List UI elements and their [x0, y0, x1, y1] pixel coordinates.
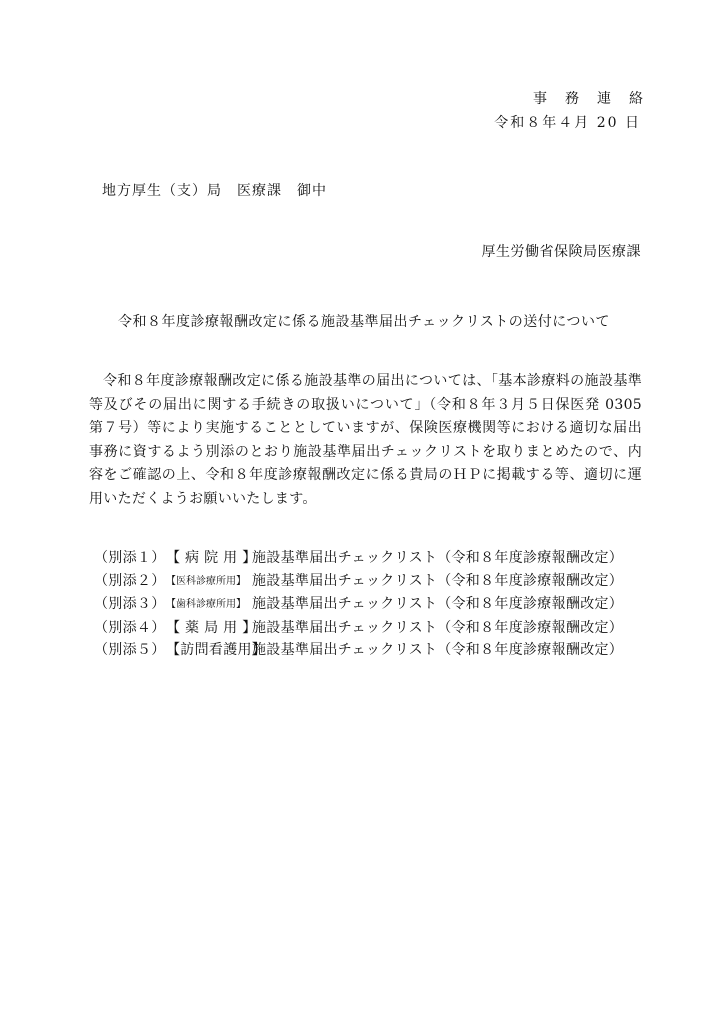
attachment-list — [94, 547, 654, 662]
subject-line: 令和８年度診療報酬改定に係る施設基準届出チェックリストの送付について — [118, 314, 611, 330]
attachment-item — [94, 570, 654, 594]
attachment-number: （別添４） — [94, 619, 166, 636]
body-paragraph: 令和８年度診療報酬改定に係る施設基準の届出については、「基本診療料の施設基準等及びその届出に関する手続きの取扱いについて」（令和８年３月５日保医発 0305 第７号）等により実施することとしていますが、保険医療機関等における適切な届出事務に資するよう別添のとおり施設基準届出チェックリストを取りまとめたので、内容をご確認の上、令和８年度診療報酬改定に係る貴局のＨＰに掲載する等、適切に運用いただくようお願いいたします。 — [89, 373, 642, 507]
attachment-category: 【訪問看護用】 — [166, 642, 267, 658]
attachment-category: 【 病 院 用 】 — [166, 550, 257, 566]
attachment-title: 施設基準届出チェックリスト（令和８年度診療報酬改定） — [252, 596, 624, 612]
attachment-number: （別添１） — [94, 550, 166, 566]
attachment-title: 施設基準届出チェックリスト（令和８年度診療報酬改定） — [252, 619, 624, 636]
attachment-title: 施設基準届出チェックリスト（令和８年度診療報酬改定） — [252, 642, 624, 658]
attachment-number: （別添２） — [94, 572, 166, 589]
attachment-title: 施設基準届出チェックリスト（令和８年度診療報酬改定） — [252, 550, 624, 566]
document-date: 令和８年４月 20 日 — [494, 115, 641, 131]
attachment-category: 【 薬 局 用 】 — [166, 619, 257, 636]
attachment-number: （別添５） — [94, 642, 166, 658]
attachment-item — [94, 617, 654, 640]
recipient: 地方厚生（支）局 医療課 御中 — [102, 183, 327, 199]
attachment-item — [94, 639, 654, 662]
attachment-category: 【歯科診療所用】 — [166, 599, 246, 610]
sender: 厚生労働省保険局医療課 — [481, 244, 641, 260]
attachment-category: 【医科診療所用】 — [166, 575, 246, 587]
attachment-number: （別添３） — [94, 596, 166, 612]
document-type: 事務連絡 — [533, 91, 661, 107]
attachment-title: 施設基準届出チェックリスト（令和８年度診療報酬改定） — [252, 572, 624, 589]
attachment-item — [94, 547, 654, 570]
attachment-item — [94, 593, 654, 617]
